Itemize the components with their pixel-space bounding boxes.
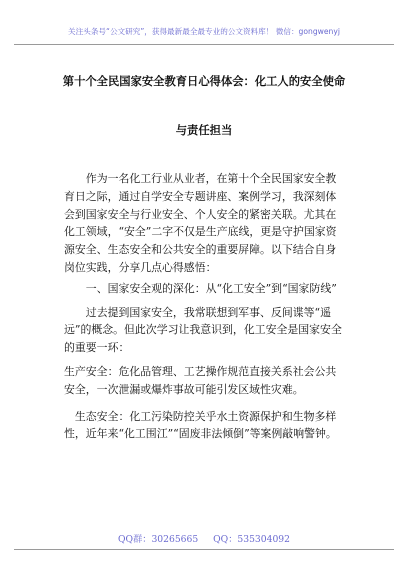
document-title: 第十个全民国家安全教育日心得体会：化工人的安全使命 (62, 75, 346, 88)
section-heading-1: 一、国家安全观的深化：从“化工安全”到“国家防线” (85, 281, 337, 295)
footer-divider (14, 549, 394, 550)
document-subtitle: 与责任担当 (175, 124, 233, 137)
footer-qq: QQ：535304092 (213, 534, 290, 545)
paragraph-intro: 作为一名化工行业从业者，在第十个全民国家安全教育日之际，通过自学安全专题讲座、案例学习，我深刻体会到国家安全与行业安全、个人安全的紧密关联。尤其在化工领域，“安全”二字不仅是生产底线，更是守护国家资源安全、生态安全和公共安全的重要屏障。以下结合自身岗位实践，分享几点心得感悟： (64, 172, 337, 274)
paragraph-production-safety: 生产安全：危化品管理、工艺操作规范直接关系社会公共安全，一次泄漏或爆炸事故可能引发区域性灾难。 (64, 364, 337, 396)
document-body (64, 170, 347, 443)
header-divider (14, 44, 394, 45)
paragraph-ecological-safety: 生态安全：化工污染防控关乎水土资源保护和生物多样性，近年来“化工围江”“固废非法倾倒”等案例敲响警钟。 (64, 409, 337, 441)
paragraph-2: 过去提到国家安全，我常联想到军事、反间谍等“遥远”的概念。但此次学习让我意识到，化工安全是国家安全的重要一环： (64, 305, 342, 355)
page-header-text: 关注头条号“公文研究”，获得最新最全最专业的公文资料库！ 微信：gongwenyj (68, 27, 340, 36)
page-footer (0, 531, 408, 545)
footer-qq-group: QQ群：30265665 (118, 534, 199, 545)
